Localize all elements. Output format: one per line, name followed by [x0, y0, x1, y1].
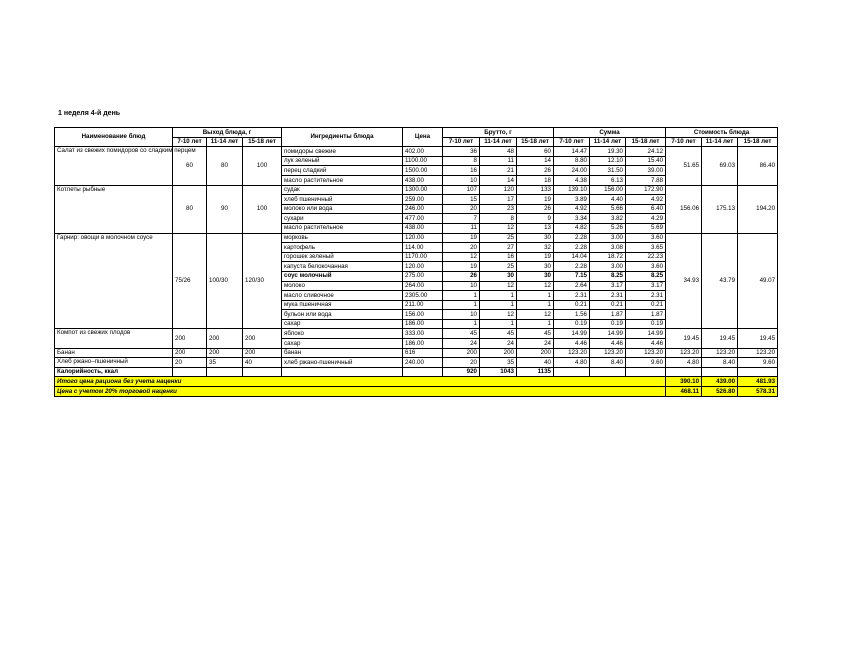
sum-cell: 0.21 — [554, 300, 590, 310]
age-header: 15-18 лет — [738, 137, 778, 147]
ingredient-name: помидоры свежие — [282, 147, 403, 157]
age-header: 11-14 лет — [590, 137, 626, 147]
price-cell: 259.00 — [403, 195, 443, 205]
yield-cell: 200 — [207, 348, 243, 358]
brutto-cell: 26 — [443, 271, 480, 281]
price-cell: 1100.00 — [403, 156, 443, 166]
price-cell: 211.00 — [403, 300, 443, 310]
brutto-cell: 8 — [480, 214, 517, 224]
header-name: Наименование блюд — [55, 128, 173, 147]
brutto-cell: 9 — [517, 214, 554, 224]
cost-cell: 51.65 — [666, 147, 702, 185]
sum-cell: 139.10 — [554, 185, 590, 195]
ingredient-name: масло растительное — [282, 175, 403, 185]
total-with-markup-row — [55, 387, 778, 397]
sum-cell: 15.40 — [626, 156, 666, 166]
brutto-cell: 20 — [443, 204, 480, 214]
sum-cell: 2.28 — [554, 262, 590, 272]
sum-cell: 3.89 — [554, 195, 590, 205]
brutto-cell: 15 — [443, 195, 480, 205]
brutto-cell: 1 — [480, 291, 517, 301]
table-row — [55, 348, 778, 358]
sum-cell: 3.60 — [626, 233, 666, 243]
sum-cell: 2.31 — [590, 291, 626, 301]
empty-cell — [738, 367, 778, 377]
sum-cell: 3.60 — [626, 262, 666, 272]
brutto-cell: 20 — [443, 358, 480, 368]
cost-cell: 9.60 — [738, 358, 778, 368]
sum-cell: 2.31 — [626, 291, 666, 301]
sum-cell: 0.19 — [554, 319, 590, 329]
sum-cell: 5.66 — [590, 204, 626, 214]
ingredient-name: яблоко — [282, 329, 403, 339]
cost-cell: 49.07 — [738, 233, 778, 329]
sum-cell: 39.00 — [626, 166, 666, 176]
total-no-markup-value: 439.00 — [702, 377, 738, 387]
sum-cell: 3.65 — [626, 243, 666, 253]
sum-cell: 5.69 — [626, 223, 666, 233]
brutto-cell: 30 — [517, 271, 554, 281]
sum-cell: 18.72 — [590, 252, 626, 262]
sum-cell: 4.80 — [554, 358, 590, 368]
price-cell: 1170.00 — [403, 252, 443, 262]
ingredient-name: сахар — [282, 339, 403, 349]
brutto-cell: 1 — [517, 291, 554, 301]
brutto-cell: 24 — [517, 339, 554, 349]
sum-cell: 8.80 — [554, 156, 590, 166]
sum-cell: 22.23 — [626, 252, 666, 262]
yield-cell: 200 — [173, 348, 207, 358]
sum-cell: 0.19 — [590, 319, 626, 329]
yield-cell: 80 — [207, 147, 243, 185]
sum-cell: 19.30 — [590, 147, 626, 157]
dish-name: Котлеты рыбные — [55, 185, 173, 233]
total-with-markup-value: 526.80 — [702, 387, 738, 397]
ingredient-name: хлеб пшеничный — [282, 195, 403, 205]
dish-name: Компот из свежих плодов — [55, 329, 173, 348]
header-ingredients: Ингредиенты блюда — [282, 128, 403, 147]
price-cell: 186.00 — [403, 319, 443, 329]
ingredient-name: масло сливочное — [282, 291, 403, 301]
brutto-cell: 45 — [480, 329, 517, 339]
sum-cell: 4.46 — [626, 339, 666, 349]
price-cell: 333.00 — [403, 329, 443, 339]
ingredient-name: судак — [282, 185, 403, 195]
brutto-cell: 107 — [443, 185, 480, 195]
brutto-cell: 16 — [480, 252, 517, 262]
empty-cell — [282, 367, 403, 377]
total-with-markup-label: Цена с учетом 20% торговой наценки — [55, 387, 666, 397]
sum-cell: 3.08 — [590, 243, 626, 253]
cost-cell: 123.20 — [702, 348, 738, 358]
dish-name: Хлеб ржано–пшеничный — [55, 358, 173, 368]
sum-cell: 5.26 — [590, 223, 626, 233]
sum-cell: 3.00 — [590, 262, 626, 272]
sum-cell: 12.10 — [590, 156, 626, 166]
brutto-cell: 200 — [480, 348, 517, 358]
cost-cell: 8.40 — [702, 358, 738, 368]
ingredient-name: мука пшеничная — [282, 300, 403, 310]
brutto-cell: 17 — [480, 195, 517, 205]
price-cell: 264.00 — [403, 281, 443, 291]
brutto-cell: 1 — [443, 319, 480, 329]
brutto-cell: 120 — [480, 185, 517, 195]
calories-value: 1043 — [480, 367, 517, 377]
price-cell: 114.00 — [403, 243, 443, 253]
menu-body — [55, 147, 778, 368]
ingredient-name: горошек зеленый — [282, 252, 403, 262]
header-sum: Сумма — [554, 128, 666, 138]
brutto-cell: 18 — [517, 175, 554, 185]
yield-cell: 120/30 — [243, 233, 282, 329]
sum-cell: 14.99 — [626, 329, 666, 339]
price-cell: 120.00 — [403, 262, 443, 272]
price-cell: 477.00 — [403, 214, 443, 224]
header-yield: Выход блюда, г — [173, 128, 282, 138]
sum-cell: 3.82 — [590, 214, 626, 224]
brutto-cell: 14 — [517, 156, 554, 166]
header-brutto: Брутто, г — [443, 128, 554, 138]
brutto-cell: 10 — [443, 310, 480, 320]
yield-cell: 90 — [207, 185, 243, 233]
sum-cell: 4.46 — [554, 339, 590, 349]
table-row — [55, 329, 778, 339]
ingredient-name: бульон или вода — [282, 310, 403, 320]
brutto-cell: 10 — [443, 281, 480, 291]
yield-cell: 20 — [173, 358, 207, 368]
ingredient-name: лук зеленый — [282, 156, 403, 166]
cost-cell: 19.45 — [666, 329, 702, 348]
age-header: 7-10 лет — [443, 137, 480, 147]
total-no-markup-value: 390.10 — [666, 377, 702, 387]
brutto-cell: 19 — [517, 252, 554, 262]
sum-cell: 31.50 — [590, 166, 626, 176]
header-row-1 — [55, 128, 778, 138]
cost-cell: 194.20 — [738, 185, 778, 233]
price-cell: 438.00 — [403, 175, 443, 185]
ingredient-name: капуста белокочанная — [282, 262, 403, 272]
dish-name: Гарнир: овощи в молочном соусе — [55, 233, 173, 329]
header-price: Цена — [403, 128, 443, 147]
sum-cell: 6.13 — [590, 175, 626, 185]
sum-cell: 1.87 — [626, 310, 666, 320]
sum-cell: 3.17 — [590, 281, 626, 291]
brutto-cell: 27 — [480, 243, 517, 253]
sum-cell: 0.21 — [626, 300, 666, 310]
cost-cell: 69.03 — [702, 147, 738, 185]
ingredient-name: хлеб ржано-пшеничный — [282, 358, 403, 368]
sum-cell: 4.92 — [554, 204, 590, 214]
brutto-cell: 24 — [480, 339, 517, 349]
brutto-cell: 19 — [517, 195, 554, 205]
sum-cell: 123.20 — [590, 348, 626, 358]
sum-cell: 14.99 — [554, 329, 590, 339]
brutto-cell: 40 — [517, 358, 554, 368]
table-row — [55, 147, 778, 157]
brutto-cell: 1 — [480, 319, 517, 329]
brutto-cell: 7 — [443, 214, 480, 224]
brutto-cell: 35 — [480, 358, 517, 368]
brutto-cell: 60 — [517, 147, 554, 157]
price-cell: 246.00 — [403, 204, 443, 214]
sum-cell: 4.82 — [554, 223, 590, 233]
age-header: 11-14 лет — [702, 137, 738, 147]
age-header: 7-10 лет — [666, 137, 702, 147]
total-no-markup-value: 481.93 — [738, 377, 778, 387]
brutto-cell: 12 — [517, 281, 554, 291]
sum-cell: 4.29 — [626, 214, 666, 224]
cost-cell: 19.45 — [702, 329, 738, 348]
brutto-cell: 25 — [480, 233, 517, 243]
ingredient-name: масло растительное — [282, 223, 403, 233]
yield-cell: 75/26 — [173, 233, 207, 329]
brutto-cell: 12 — [480, 281, 517, 291]
cost-cell: 43.79 — [702, 233, 738, 329]
yield-cell: 40 — [243, 358, 282, 368]
ingredient-name: сахар — [282, 319, 403, 329]
yield-cell: 200 — [207, 329, 243, 348]
sum-cell: 0.19 — [626, 319, 666, 329]
brutto-cell: 30 — [517, 262, 554, 272]
brutto-cell: 1 — [517, 300, 554, 310]
sum-cell: 1.56 — [554, 310, 590, 320]
price-cell: 1500.00 — [403, 166, 443, 176]
price-cell: 616 — [403, 348, 443, 358]
sum-cell: 14.99 — [590, 329, 626, 339]
brutto-cell: 200 — [517, 348, 554, 358]
ingredient-name: сухари — [282, 214, 403, 224]
cost-cell: 123.20 — [666, 348, 702, 358]
yield-cell: 100 — [243, 185, 282, 233]
table-row — [55, 233, 778, 243]
empty-cell — [702, 367, 738, 377]
brutto-cell: 133 — [517, 185, 554, 195]
brutto-cell: 11 — [443, 223, 480, 233]
total-with-markup-value: 578.31 — [738, 387, 778, 397]
brutto-cell: 1 — [443, 300, 480, 310]
sum-cell: 0.21 — [590, 300, 626, 310]
brutto-cell: 1 — [480, 300, 517, 310]
age-header: 7-10 лет — [554, 137, 590, 147]
sum-cell: 8.25 — [626, 271, 666, 281]
brutto-cell: 36 — [443, 147, 480, 157]
brutto-cell: 21 — [480, 166, 517, 176]
dish-name: Салат из свежих помидоров со сладким перцем — [55, 147, 173, 185]
brutto-cell: 45 — [517, 329, 554, 339]
sum-cell: 123.20 — [554, 348, 590, 358]
brutto-cell: 48 — [480, 147, 517, 157]
yield-cell: 200 — [243, 329, 282, 348]
price-cell: 1300.00 — [403, 185, 443, 195]
brutto-cell: 1 — [517, 319, 554, 329]
sum-cell: 8.40 — [590, 358, 626, 368]
yield-cell: 200 — [243, 348, 282, 358]
sum-cell: 9.60 — [626, 358, 666, 368]
brutto-cell: 1 — [443, 291, 480, 301]
price-cell: 186.00 — [403, 339, 443, 349]
sum-cell: 4.40 — [590, 195, 626, 205]
price-cell: 240.00 — [403, 358, 443, 368]
age-header: 15-18 лет — [517, 137, 554, 147]
sum-cell: 7.15 — [554, 271, 590, 281]
sum-cell: 24.00 — [554, 166, 590, 176]
brutto-cell: 19 — [443, 262, 480, 272]
brutto-cell: 12 — [480, 223, 517, 233]
yield-cell: 100 — [243, 147, 282, 185]
cost-cell: 156.06 — [666, 185, 702, 233]
age-header: 11-14 лет — [480, 137, 517, 147]
calories-label: Калорийность, ккал — [55, 367, 173, 377]
cost-cell: 19.45 — [738, 329, 778, 348]
sum-cell: 2.64 — [554, 281, 590, 291]
header-cost: Стоимость блюда — [666, 128, 778, 138]
page-title: 1 неделя 4-й день — [58, 110, 121, 117]
menu-table — [54, 127, 778, 397]
sum-cell: 14.04 — [554, 252, 590, 262]
brutto-cell: 20 — [443, 243, 480, 253]
brutto-cell: 200 — [443, 348, 480, 358]
age-header: 11-14 лет — [207, 137, 243, 147]
sum-cell: 3.00 — [590, 233, 626, 243]
empty-cell — [207, 367, 243, 377]
yield-cell: 100/30 — [207, 233, 243, 329]
sum-cell: 14.47 — [554, 147, 590, 157]
empty-cell — [243, 367, 282, 377]
cost-cell: 4.80 — [666, 358, 702, 368]
total-no-markup-row — [55, 377, 778, 387]
empty-cell — [403, 367, 443, 377]
sum-cell: 3.17 — [626, 281, 666, 291]
ingredient-name: молоко — [282, 281, 403, 291]
brutto-cell: 16 — [443, 166, 480, 176]
yield-cell: 200 — [173, 329, 207, 348]
brutto-cell: 30 — [517, 233, 554, 243]
calories-value: 1135 — [517, 367, 554, 377]
sum-cell: 7.88 — [626, 175, 666, 185]
sum-cell: 4.46 — [590, 339, 626, 349]
sum-cell: 6.40 — [626, 204, 666, 214]
price-cell: 2305.00 — [403, 291, 443, 301]
brutto-cell: 12 — [480, 310, 517, 320]
sum-cell: 8.25 — [590, 271, 626, 281]
sum-cell: 24.12 — [626, 147, 666, 157]
empty-cell — [173, 367, 207, 377]
table-row — [55, 358, 778, 368]
total-no-markup-label: Итого цена рациона без учета наценки — [55, 377, 666, 387]
brutto-cell: 12 — [443, 252, 480, 262]
cost-cell: 175.13 — [702, 185, 738, 233]
calories-row — [55, 367, 778, 377]
price-cell: 275.00 — [403, 271, 443, 281]
age-header: 7-10 лет — [173, 137, 207, 147]
brutto-cell: 12 — [517, 310, 554, 320]
price-cell: 156.00 — [403, 310, 443, 320]
brutto-cell: 26 — [517, 166, 554, 176]
brutto-cell: 19 — [443, 233, 480, 243]
brutto-cell: 24 — [443, 339, 480, 349]
sum-cell: 2.31 — [554, 291, 590, 301]
cost-cell: 34.93 — [666, 233, 702, 329]
brutto-cell: 14 — [480, 175, 517, 185]
table-row — [55, 185, 778, 195]
empty-cell — [666, 367, 702, 377]
ingredient-name: морковь — [282, 233, 403, 243]
age-header: 15-18 лет — [243, 137, 282, 147]
sum-cell: 2.28 — [554, 243, 590, 253]
brutto-cell: 10 — [443, 175, 480, 185]
sum-cell: 2.28 — [554, 233, 590, 243]
brutto-cell: 30 — [480, 271, 517, 281]
ingredient-name: соус молочный — [282, 271, 403, 281]
sum-cell: 3.34 — [554, 214, 590, 224]
sum-cell: 1.87 — [590, 310, 626, 320]
brutto-cell: 8 — [443, 156, 480, 166]
brutto-cell: 25 — [480, 262, 517, 272]
price-cell: 402.00 — [403, 147, 443, 157]
cost-cell: 123.20 — [738, 348, 778, 358]
brutto-cell: 23 — [480, 204, 517, 214]
brutto-cell: 13 — [517, 223, 554, 233]
sum-cell: 123.20 — [626, 348, 666, 358]
brutto-cell: 26 — [517, 204, 554, 214]
ingredient-name: перец сладкий — [282, 166, 403, 176]
brutto-cell: 32 — [517, 243, 554, 253]
empty-cell — [626, 367, 666, 377]
total-with-markup-value: 468.11 — [666, 387, 702, 397]
calories-value: 920 — [443, 367, 480, 377]
price-cell: 120.00 — [403, 233, 443, 243]
ingredient-name: молоко или вода — [282, 204, 403, 214]
sum-cell: 4.38 — [554, 175, 590, 185]
ingredient-name: банан — [282, 348, 403, 358]
yield-cell: 35 — [207, 358, 243, 368]
brutto-cell: 11 — [480, 156, 517, 166]
sum-cell: 4.92 — [626, 195, 666, 205]
cost-cell: 86.40 — [738, 147, 778, 185]
age-header: 15-18 лет — [626, 137, 666, 147]
yield-cell: 60 — [173, 147, 207, 185]
yield-cell: 80 — [173, 185, 207, 233]
price-cell: 438.00 — [403, 223, 443, 233]
sum-cell: 156.00 — [590, 185, 626, 195]
ingredient-name: картофель — [282, 243, 403, 253]
empty-cell — [590, 367, 626, 377]
empty-cell — [554, 367, 590, 377]
sum-cell: 172.90 — [626, 185, 666, 195]
dish-name: Банан — [55, 348, 173, 358]
brutto-cell: 45 — [443, 329, 480, 339]
